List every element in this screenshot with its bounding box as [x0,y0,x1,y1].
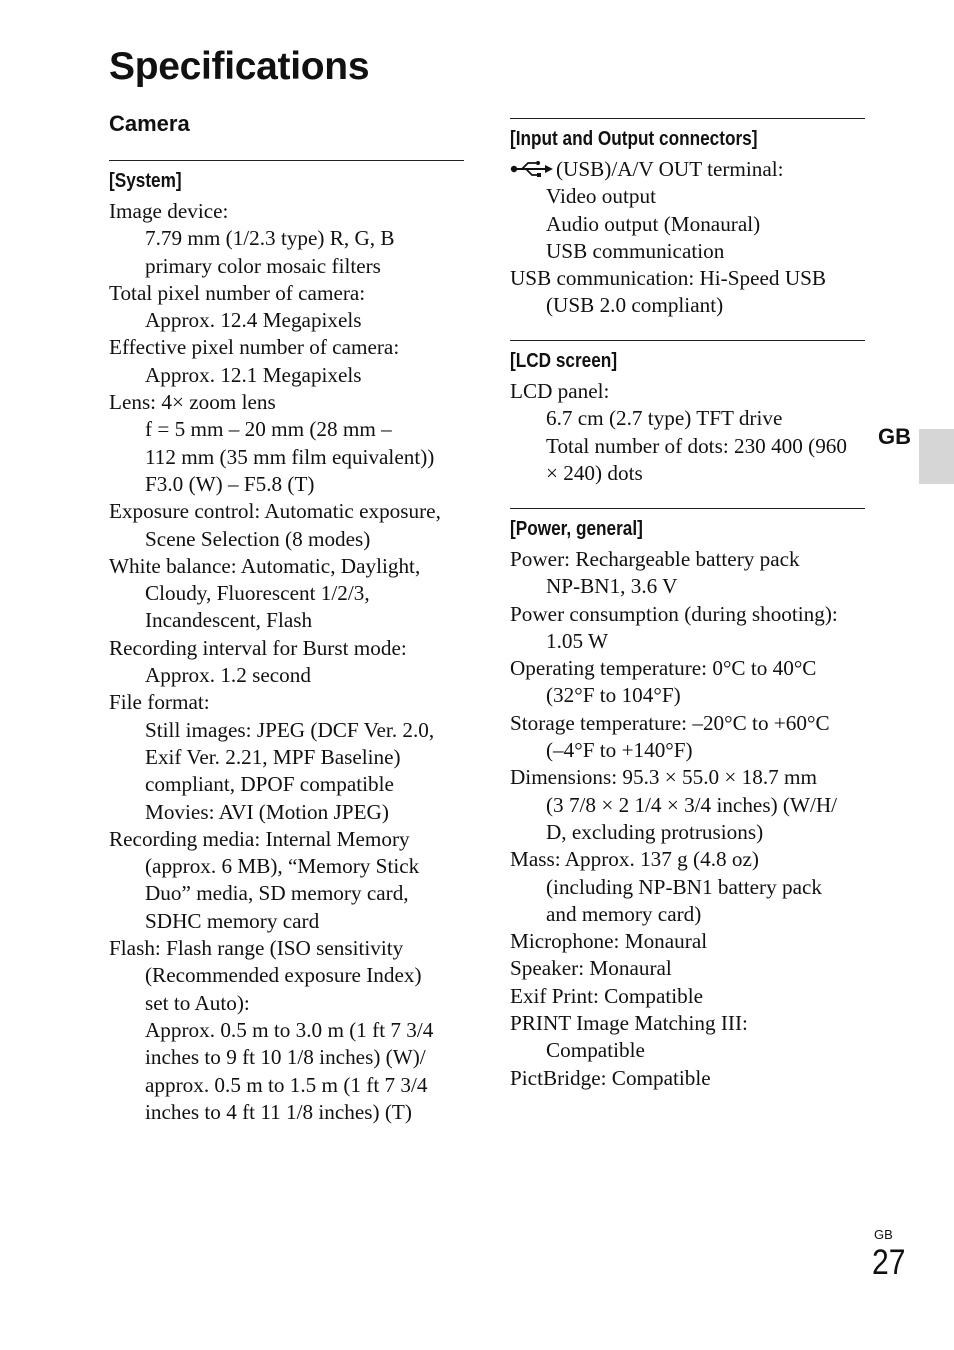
section-divider [510,118,865,119]
spec-line [510,901,865,928]
spec-line-text: Approx. 12.1 Megapixels [145,362,362,387]
spec-line [109,1099,464,1126]
spec-line [510,265,865,292]
spec-line-text: (approx. 6 MB), “Memory Stick [145,854,420,879]
spec-line [510,819,865,846]
spec-line-text: inches to 4 ft 11 1/8 inches) (T) [145,1099,412,1124]
spec-line-text: USB communication [546,238,725,263]
spec-line-text: Power: Rechargeable battery pack [510,547,800,571]
lcd-specs [510,340,865,487]
spec-line-text: (Recommended exposure Index) [145,963,422,988]
spec-line-text: approx. 0.5 m to 1.5 m (1 ft 7 3/4 [145,1072,428,1097]
spec-line [109,225,464,252]
section-divider [109,160,464,161]
power-heading: [Power, general] [510,518,643,540]
io-heading: [Input and Output connectors] [510,128,758,150]
spec-line [109,799,464,826]
spec-line [109,962,464,989]
spec-line [109,744,464,771]
spec-line-text: and memory card) [546,901,702,926]
spec-line-text: Power consumption (during shooting): [510,601,838,626]
spec-line-text: Total number of dots: 230 400 (960 [546,433,847,458]
spec-line [109,416,464,443]
lcd-heading: [LCD screen] [510,350,618,372]
language-tab [919,429,954,484]
spec-line-text: Total pixel number of camera: [109,280,366,305]
system-heading: [System] [109,170,182,192]
spec-line [510,682,865,709]
spec-line [510,1037,865,1064]
spec-line [109,990,464,1017]
spec-line-text: × 240) dots [546,460,643,485]
spec-line [510,846,865,873]
spec-line [510,573,865,600]
spec-line [510,405,865,432]
spec-line [109,1072,464,1099]
language-tab-label: GB [878,424,911,449]
spec-line-text: Approx. 12.4 Megapixels [145,308,362,333]
spec-line [510,183,865,210]
spec-line [109,1044,464,1071]
spec-line-text: f = 5 mm – 20 mm (28 mm – [145,417,392,442]
spec-line [510,874,865,901]
spec-line-text: Still images: JPEG (DCF Ver. 2.0, [145,717,435,742]
spec-line [109,580,464,607]
spec-line [109,526,464,553]
spec-line-text: Scene Selection (8 modes) [145,526,371,551]
spec-line-text: USB communication: Hi-Speed USB [510,266,827,291]
section-title-camera: Camera [109,111,190,136]
spec-line [510,710,865,737]
spec-line-text: Lens: 4× zoom lens [109,390,276,415]
spec-line [510,211,865,238]
spec-line [510,628,865,655]
spec-line [109,553,464,580]
spec-line [510,238,865,265]
page-number: 27 [872,1243,906,1282]
section-divider [510,340,865,341]
spec-line [109,771,464,798]
spec-line-text: NP-BN1, 3.6 V [546,574,678,599]
spec-line-text: Flash: Flash range (ISO sensitivity [109,936,404,961]
spec-line [510,955,865,982]
spec-line-text: Incandescent, Flash [145,608,313,633]
spec-line-text: (3 7/8 × 2 1/4 × 3/4 inches) (W/H/ [546,792,838,817]
spec-line [109,334,464,361]
spec-line [510,433,865,460]
lcd-spec-list [510,378,865,487]
spec-line [109,662,464,689]
spec-line-text: primary color mosaic filters [145,253,381,278]
spec-line-text: (32°F to 104°F) [546,683,681,708]
spec-line-text: File format: [109,690,210,715]
spec-line [510,1065,865,1092]
io-spec-list [510,156,865,320]
spec-line-text: White balance: Automatic, Daylight, [109,553,421,578]
power-spec-list [510,546,865,1092]
spec-line-text: Approx. 1.2 second [145,663,311,688]
spec-line-text: Duo” media, SD memory card, [145,881,409,906]
system-spec-list [109,198,464,1126]
spec-line [109,908,464,935]
spec-line [109,198,464,225]
spec-line [510,983,865,1010]
spec-line-text: Recording media: Internal Memory [109,826,410,851]
spec-line-text: Mass: Approx. 137 g (4.8 oz) [510,847,759,872]
spec-line-text: 112 mm (35 mm film equivalent)) [145,444,435,469]
spec-line-text: (–4°F to +140°F) [546,738,693,763]
spec-line-text: (USB 2.0 compliant) [546,293,724,318]
spec-line [510,737,865,764]
spec-line [109,389,464,416]
system-specs [109,160,464,1126]
spec-line-text: 7.79 mm (1/2.3 type) R, G, B [145,226,395,251]
spec-line [510,156,865,183]
spec-line-text: Video output [546,184,656,209]
spec-line [109,307,464,334]
spec-line [510,928,865,955]
spec-line [510,764,865,791]
spec-line [510,292,865,319]
page-title: Specifications [109,45,370,88]
spec-line [109,607,464,634]
spec-line-text: Operating temperature: 0°C to 40°C [510,656,817,681]
section-divider [510,508,865,509]
spec-line [109,471,464,498]
spec-line-text: PRINT Image Matching III: [510,1011,748,1036]
spec-line-text: set to Auto): [145,990,250,1015]
spec-line [109,444,464,471]
spec-line [510,792,865,819]
spec-line [109,635,464,662]
spec-line-text: D, excluding protrusions) [546,819,764,844]
spec-line-text: Storage temperature: –20°C to +60°C [510,710,830,735]
spec-line [510,546,865,573]
spec-line-text: 6.7 cm (2.7 type) TFT drive [546,406,783,431]
spec-line [510,1010,865,1037]
spec-line-text: Exposure control: Automatic exposure, [109,499,441,524]
spec-line [109,853,464,880]
io-specs [510,118,865,320]
spec-line-text: LCD panel: [510,379,610,403]
spec-line [109,253,464,280]
spec-line-text: (USB)/A/V OUT terminal: [556,157,784,181]
usb-icon [510,160,554,178]
spec-line [109,826,464,853]
spec-line-text: compliant, DPOF compatible [145,772,394,797]
spec-line [109,362,464,389]
spec-line [109,717,464,744]
spec-line-text: Exif Ver. 2.21, MPF Baseline) [145,744,401,769]
spec-line-text: Approx. 0.5 m to 3.0 m (1 ft 7 3/4 [145,1017,434,1042]
footer-region-label: GB [874,1227,893,1242]
power-specs [510,508,865,1092]
spec-line-text: Audio output (Monaural) [546,211,761,236]
spec-line [109,280,464,307]
spec-line-text: PictBridge: Compatible [510,1065,711,1090]
spec-line-text: Recording interval for Burst mode: [109,635,407,660]
spec-line [510,460,865,487]
spec-line [510,601,865,628]
spec-line-text: Image device: [109,199,229,223]
spec-line-text: Speaker: Monaural [510,956,672,981]
spec-line-text: Microphone: Monaural [510,929,708,954]
spec-line-text: SDHC memory card [145,908,320,933]
spec-line-text: Cloudy, Fluorescent 1/2/3, [145,581,370,606]
spec-line [109,935,464,962]
spec-line-text: (including NP-BN1 battery pack [546,874,822,899]
spec-line [109,1017,464,1044]
spec-line-text: F3.0 (W) – F5.8 (T) [145,471,315,496]
spec-line [109,880,464,907]
spec-line [510,378,865,405]
spec-line-text: Dimensions: 95.3 × 55.0 × 18.7 mm [510,765,817,790]
spec-line-text: Compatible [546,1038,645,1063]
spec-line [109,498,464,525]
spec-line [109,689,464,716]
spec-line-text: 1.05 W [546,628,608,653]
spec-line [510,655,865,682]
spec-line-text: Exif Print: Compatible [510,983,704,1008]
spec-line-text: Movies: AVI (Motion JPEG) [145,799,389,824]
spec-line-text: inches to 9 ft 10 1/8 inches) (W)/ [145,1045,426,1070]
spec-line-text: Effective pixel number of camera: [109,335,400,360]
